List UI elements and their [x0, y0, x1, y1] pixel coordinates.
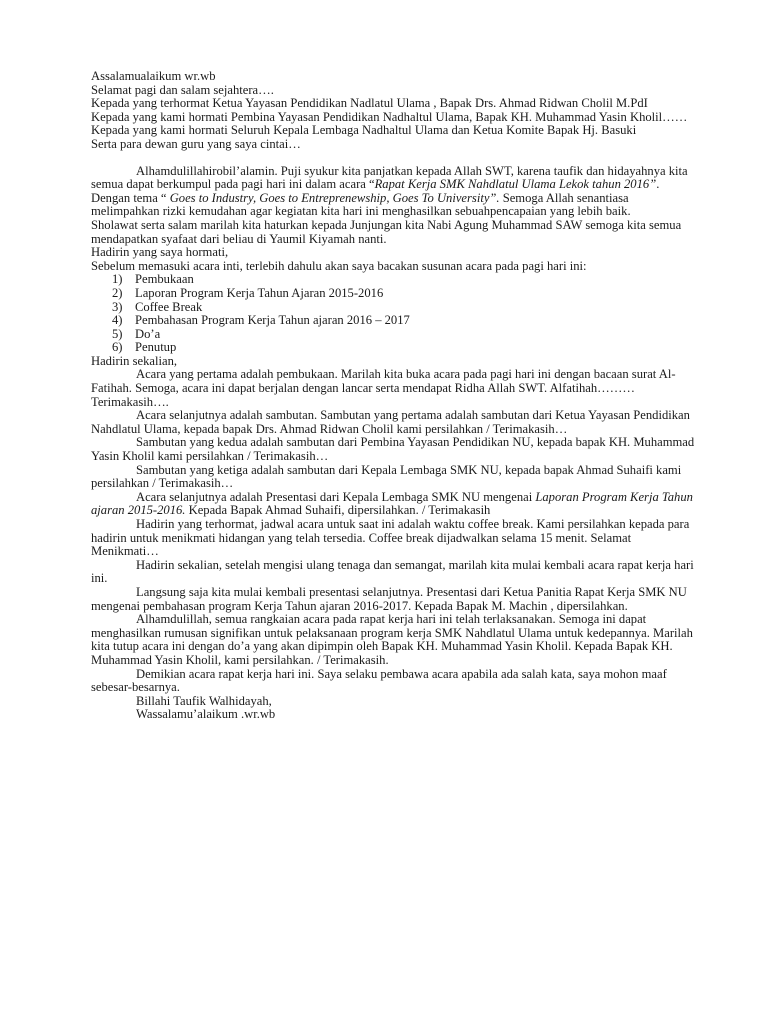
pembukaan-paragraph: Acara yang pertama adalah pembukaan. Marilah kita buka acara pada pagi hari ini dengan bacaan surat Al-Fatihah. Semoga, acara ini dapat berjalan dengan lancar serta mendapat Ridha Allah SWT. Alfatihah……… [91, 367, 676, 396]
mulai-kembali-paragraph: Hadirin sekalian, setelah mengisi ulang tenaga dan semangat, marilah kita mulai kembali acara rapat kerja hari ini. [91, 557, 694, 586]
agenda-text: Do’a [135, 326, 161, 341]
agenda-text: Laporan Program Kerja Tahun Ajaran 2015-2016 [135, 285, 384, 300]
agenda-number: 5) [112, 326, 123, 341]
greeting-dewan-guru: Serta para dewan guru yang saya cintai… [91, 136, 301, 151]
agenda-item [112, 299, 698, 315]
sholawat-paragraph: Sholawat serta salam marilah kita haturkan kepada Junjungan kita Nabi Agung Muhammad SAW semoga kita semua mendapatkan syafaat dari beliau di Yaumil Kiyamah nanti. [91, 217, 682, 246]
agenda-text: Pembahasan Program Kerja Tahun ajaran 2016 – 2017 [135, 313, 410, 328]
agenda-number: 2) [112, 285, 123, 300]
hadirin-salutation: Hadirin yang saya hormati, [91, 245, 229, 260]
agenda-text: Coffee Break [135, 299, 203, 314]
agenda-number: 1) [112, 272, 123, 287]
sambutan-pertama: Acara selanjutnya adalah sambutan. Sambutan yang pertama adalah sambutan dari Ketua Yayasan Pendidikan Nahdlatul Ulama, kepada bapak Drs. Ahmad Ridwan Cholil kami persilahkan / Terimakasih… [91, 408, 690, 436]
hadirin-sekalian: Hadirin sekalian, [91, 353, 178, 368]
agenda-list [91, 273, 698, 355]
sambutan-ketiga: Sambutan yang ketiga adalah sambutan dari Kepala Lembaga SMK NU, kepada bapak Ahmad Suhaifi kami persilahkan / Terimakasih… [91, 462, 682, 491]
opening-text-b: . Dengan tema “ [91, 177, 660, 205]
event-theme: Goes to Industry, Goes to Entreprenewship, Goes To University”. [169, 190, 500, 205]
agenda-item [112, 272, 698, 287]
presentasi-text-a: Acara selanjutnya adalah Presentasi dari Kepala Lembaga SMK NU mengenai [136, 489, 536, 504]
presentasi-text-b: Kepada Bapak Ahmad Suhaifi, dipersilahkan. / Terimakasih [185, 503, 491, 518]
penutupan-paragraph: Alhamdulillah, semua rangkaian acara pada rapat kerja hari ini telah terlaksanakan. Semoga ini dapat menghasilkan rumusan signifikan untuk pelaksanaan program kerja SMK Nahdlatul Ulama untuk kedepannya. Marilah kita tutup acara ini dengan do’a yang akan dipimpin oleh Bapak KH. Muhammad Yasin Kholil. Kepada Bapak KH. Muhammad Yasin Kholil, kami persilahkan. / Terimakasih. [91, 612, 693, 667]
coffee-break-paragraph: Hadirin yang terhormat, jadwal acara untuk saat ini adalah waktu coffee break. Kami persilahkan kepada para hadirin untuk menikmati hidangan yang telah tersedia. Coffee break dijadwalkan selama 15 menit. Selamat Menikmati… [91, 517, 690, 559]
agenda-number: 4) [112, 313, 123, 328]
opening-text-a: Alhamdulillahirobil’alamin. Puji syukur kita panjatkan kepada Allah SWT, karena taufik dan hidayahnya kita semua dapat berkumpul pada pagi hari ini dalam acara “ [91, 163, 688, 192]
terimakasih-line: Terimakasih…. [91, 394, 169, 409]
agenda-intro: Sebelum memasuki acara inti, terlebih dahulu akan saya bacakan susunan acara pada pagi hari ini: [91, 258, 587, 273]
opening-text-c: Semoga Allah senantiasa melimpahkan rizki kemudahan agar kegiatan kita hari ini menghasilkan sebuahpencapaian yang lebih baik. [91, 190, 631, 219]
greeting-kepala-lembaga: Kepada yang kami hormati Seluruh Kepala Lembaga Nadhaltul Ulama dan Ketua Komite Bapak Hj. Basuki [91, 123, 637, 138]
event-name: Rapat Kerja SMK Nahdlatul Ulama Lekok tahun 2016” [374, 177, 657, 192]
greeting-selamat-pagi: Selamat pagi dan salam sejahtera…. [91, 82, 274, 97]
presentasi-title: Laporan Program Kerja Tahun ajaran 2015-2016. [91, 489, 693, 518]
sambutan-kedua: Sambutan yang kedua adalah sambutan dari Pembina Yayasan Pendidikan NU, kepada bapak KH. Muhammad Yasin Kholil kami persilahkan / Terimakasih… [91, 435, 695, 464]
opening-paragraph [91, 165, 698, 219]
permohonan-maaf-paragraph: Demikian acara rapat kerja hari ini. Saya selaku pembawa acara apabila ada salah kata, saya mohon maaf sebesar-besarnya. [91, 666, 667, 695]
greeting-pembina: Kepada yang kami hormati Pembina Yayasan Pendidikan Nadhaltul Ulama, Bapak KH. Muhammad Yasin Kholil…… [91, 109, 688, 124]
agenda-item [112, 340, 698, 355]
agenda-text: Pembukaan [135, 272, 194, 287]
greeting-salam: Assalamualaikum wr.wb [91, 69, 216, 83]
agenda-item [112, 285, 698, 301]
wassalam-line: Wassalamu’alaikum .wr.wb [136, 707, 276, 722]
presentasi-selanjutnya-paragraph: Langsung saja kita mulai kembali presentasi selanjutnya. Presentasi dari Ketua Panitia Rapat Kerja SMK NU mengenai pembahasan program Kerja Tahun ajaran 2016-2017. Kepada Bapak M. Machin , dipersilahkan. [91, 584, 687, 613]
agenda-item [112, 326, 698, 342]
agenda-number: 6) [112, 340, 123, 355]
agenda-item [112, 313, 698, 328]
agenda-number: 3) [112, 299, 123, 314]
presentasi-paragraph [91, 491, 698, 518]
billahi-line: Billahi Taufik Walhidayah, [136, 693, 272, 708]
agenda-text: Penutup [135, 340, 177, 355]
greeting-ketua-yayasan: Kepada yang terhormat Ketua Yayasan Pendidikan Nadlatul Ulama , Bapak Drs. Ahmad Ridwan Cholil M.PdI [91, 96, 648, 111]
